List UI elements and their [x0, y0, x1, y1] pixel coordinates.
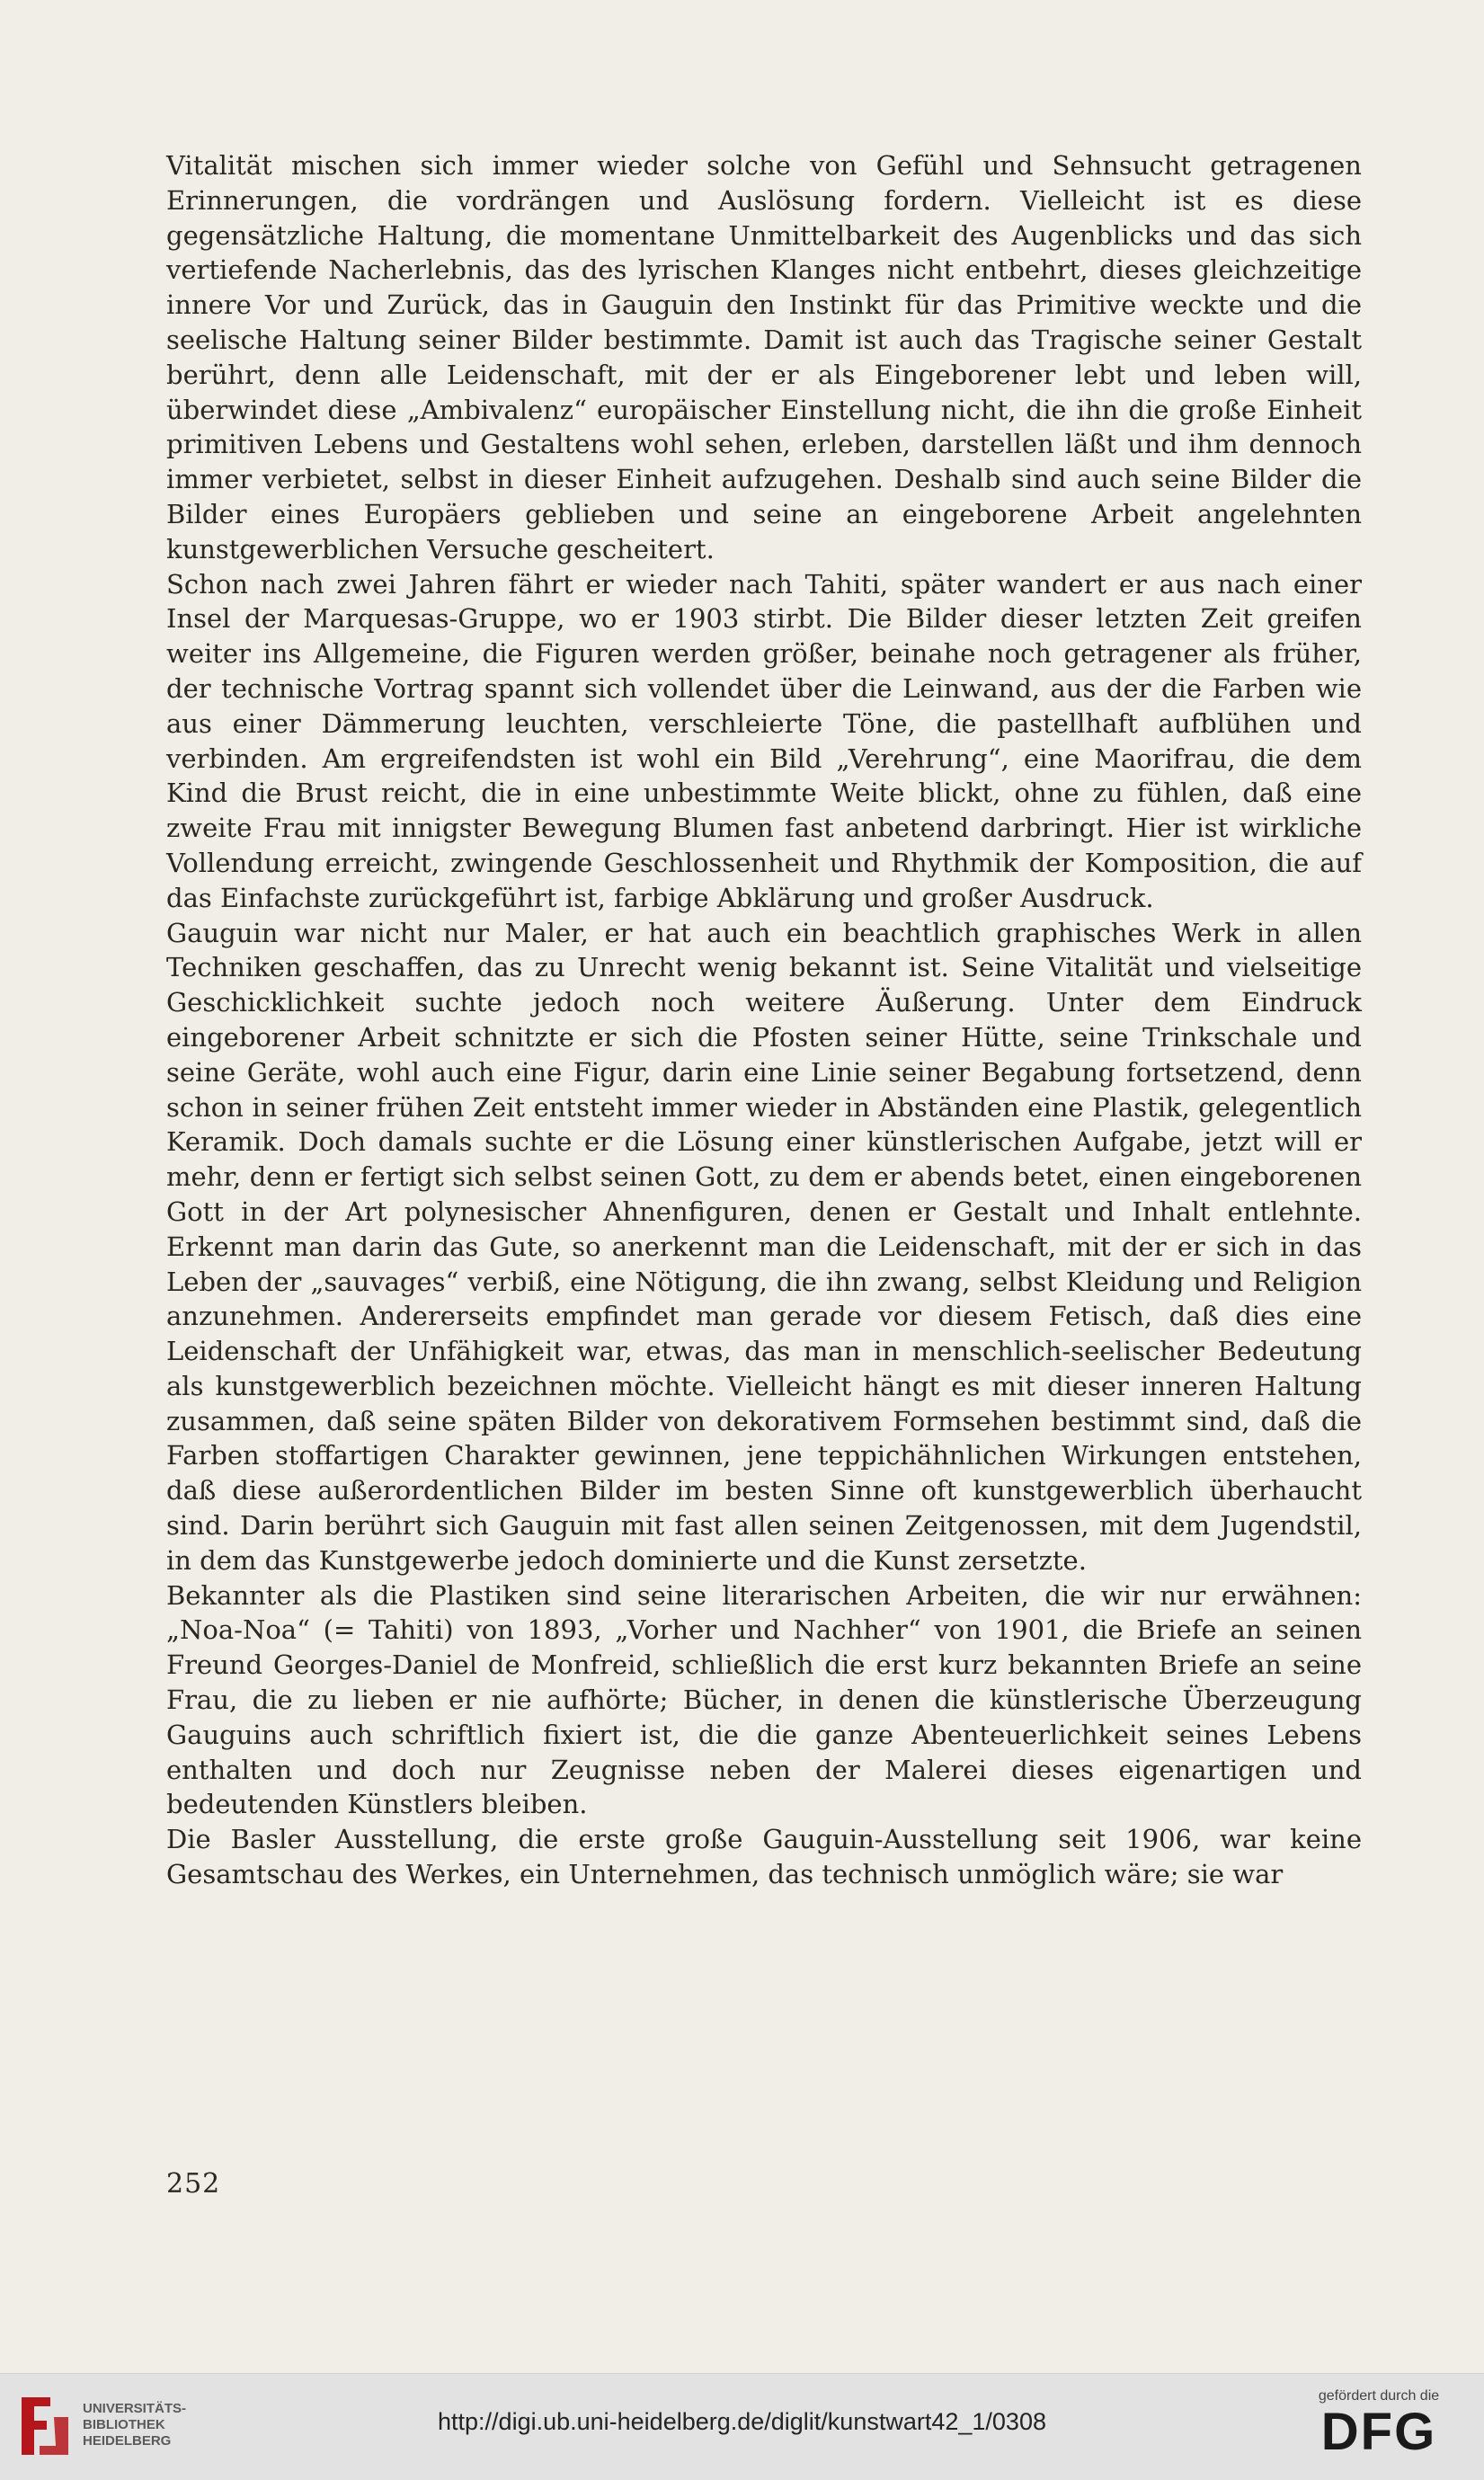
- university-name-line-1: UNIVERSITÄTS-: [83, 2401, 187, 2416]
- paragraph-4: Bekannter als die Plastiken sind seine literarischen Arbeiten, die wir nur erwähnen: „Noa-Noa“ (= Tahiti) von 1893, „Vorher und Nachher“ von 1901, die Briefe an seinen Freund Georges-Daniel de Monfreid, schließlich die erst kurz bekannten Briefe an seine Frau, die zu lieben er nie aufhörte; Bücher, in denen die künstlerische Überzeugung Gauguins auch schriftlich fixiert ist, die die ganze Abenteuerlichkeit seines Lebens enthalten und doch nur Zeugnisse neben der Malerei dieses eigenartigen und bedeutenden Künstlers bleiben.: [166, 1579, 1362, 1820]
- body-text: [166, 148, 1362, 1892]
- paragraph-2: Schon nach zwei Jahren fährt er wieder nach Tahiti, später wandert er aus nach einer Insel der Marquesas-Gruppe, wo er 1903 stirbt. Die Bilder dieser letzten Zeit greifen weiter ins Allgemeine, die Figuren werden größer, beinahe noch getragener als früher, der technische Vortrag spannt sich vollendet über die Leinwand, aus der die Farben wie aus einer Dämmerung leuchten, verschleierte Töne, die pastellhaft aufblühen und verbinden. Am ergreifendsten ist wohl ein Bild „Verehrung“, eine Maorifrau, die dem Kind die Brust reicht, die in eine unbestimmte Weite blickt, ohne zu fühlen, daß eine zweite Frau mit innigster Bewegung Blumen fast anbetend darbringt. Hier ist wirkliche Vollendung erreicht, zwingende Geschlossenheit und Rhythmik der Komposition, die auf das Einfachste zurückgeführt ist, farbige Abklärung und großer Ausdruck.: [166, 568, 1362, 913]
- funding-caption: gefördert durch die: [1318, 2388, 1440, 2404]
- paragraph-3: Gauguin war nicht nur Maler, er hat auch ein beachtlich graphisches Werk in allen Techniken geschaffen, das zu Unrecht wenig bekannt ist. Seine Vitalität und vielseitige Geschicklichkeit suchte jedoch noch weitere Äußerung. Unter dem Eindruck eingeborener Arbeit schnitzte er sich die Pfosten seiner Hütte, seine Trinkschale und seine Geräte, wohl auch eine Figur, darin eine Linie seiner Begabung fortsetzend, denn schon in seiner frühen Zeit entsteht immer wieder in Abständen eine Plastik, gelegentlich Keramik. Doch damals suchte er die Lösung einer künstlerischen Aufgabe, jetzt will er mehr, denn er fertigt sich selbst seinen Gott, zu dem er abends betet, einen eingeborenen Gott in der Art polynesischer Ahnenfiguren, denen er Gestalt und Inhalt entlehnte. Erkennt man darin das Gute, so anerkennt man die Leidenschaft, mit der er sich in das Leben der „sauvages“ verbiß, eine Nötigung, die ihn zwang, selbst Kleidung und Religion anzunehmen. Andererseits empfindet man gerade vor diesem Fetisch, daß dies eine Leidenschaft der Unfähigkeit war, etwas, das man in menschlich-seelischer Bedeutung als kunstgewerblich bezeichnen möchte. Vielleicht hängt es mit dieser inneren Haltung zusammen, daß seine späten Bilder von dekorativem Formsehen bestimmt sind, daß die Farben stoffartigen Charakter gewinnen, jene teppichähnlichen Wirkungen entstehen, daß diese außerordentlichen Bilder im besten Sinne oft kunstgewerblich überhaucht sind. Darin berührt sich Gauguin mit fast allen seinen Zeitgenossen, mit dem Jugendstil, in dem das Kunstgewerbe jedoch dominierte und die Kunst zersetzte.: [166, 917, 1362, 1576]
- university-name-line-2: BIBLIOTHEK: [83, 2417, 165, 2432]
- page-number: 252: [166, 2168, 221, 2200]
- paragraph-5: Die Basler Ausstellung, die erste große Gauguin-Ausstellung seit 1906, war keine Gesamtschau des Werkes, ein Unternehmen, das technisch unmöglich wäre; sie war: [166, 1824, 1362, 1890]
- dfg-logo: DFG: [1320, 2403, 1437, 2461]
- footer-bar: [0, 2373, 1484, 2480]
- paragraph-1: Vitalität mischen sich immer wieder solche von Gefühl und Sehnsucht getragenen Erinnerungen, die vordrängen und Auslösung fordern. Vielleicht ist es diese gegensätzliche Haltung, die momentane Unmittelbarkeit des Augenblicks und das sich vertiefende Nacherlebnis, das des lyrischen Klanges nicht entbehrt, dieses gleichzeitige innere Vor und Zurück, das in Gauguin den Instinkt für das Primitive weckte und die seelische Haltung seiner Bilder bestimmte. Damit ist auch das Tragische seiner Gestalt berührt, denn alle Leidenschaft, mit der er als Eingeborener lebt und leben will, überwindet diese „Ambivalenz“ europäischer Einstellung nicht, die ihn die große Einheit primitiven Lebens und Gestaltens wohl sehen, erleben, darstellen läßt und ihm dennoch immer verbietet, selbst in dieser Einheit aufzugehen. Deshalb sind auch seine Bilder die Bilder eines Europäers geblieben und seine an eingeborene Arbeit angelehnten kunstgewerblichen Versuche gescheitert.: [166, 150, 1362, 564]
- funder-block[interactable]: [1293, 2388, 1464, 2460]
- university-name-line-3: HEIDELBERG: [83, 2433, 172, 2449]
- permalink-url[interactable]: http://digi.ub.uni-heidelberg.de/diglit/kunstwart42_1/0308: [438, 2408, 1046, 2435]
